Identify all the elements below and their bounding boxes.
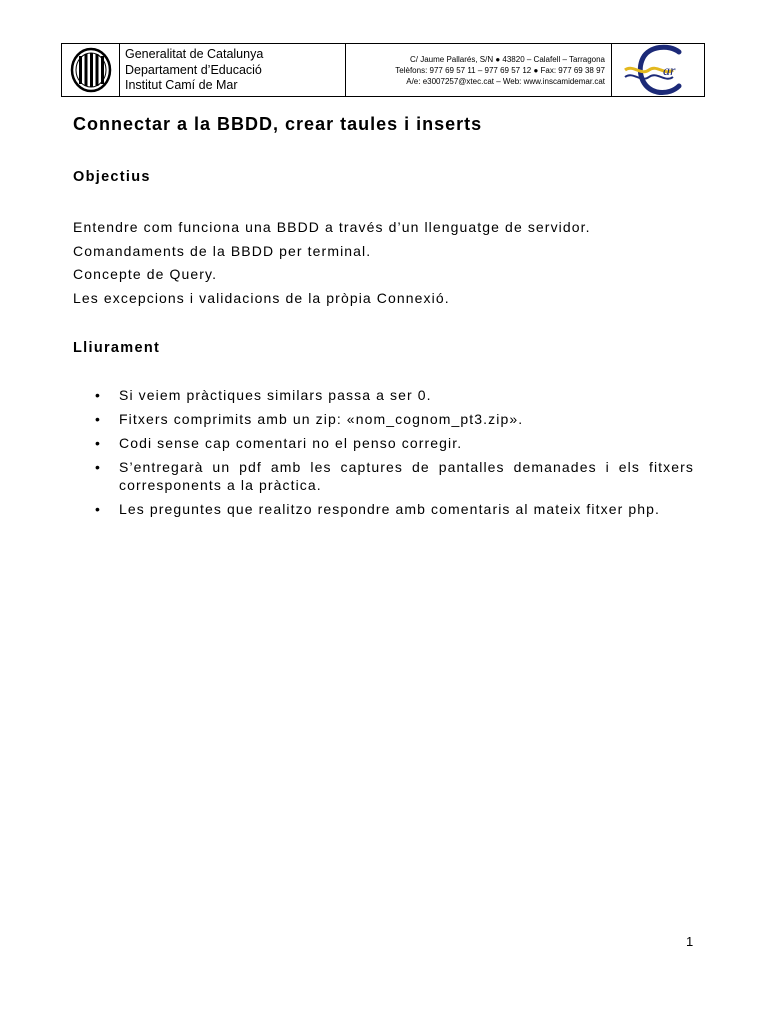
objectives-heading: Objectius (73, 169, 151, 185)
objective-line: Entendre com funciona una BBDD a través d’un llenguatge de servidor. (73, 219, 591, 235)
objectives-list (73, 216, 694, 310)
bullet: • (95, 459, 102, 475)
organization-block (120, 44, 346, 96)
org-line: Generalitat de Catalunya (125, 47, 264, 61)
bullet: • (95, 387, 102, 403)
objective-line: Les excepcions i validacions de la pròpia Connexió. (73, 289, 450, 306)
org-line: Institut Camí de Mar (125, 78, 238, 92)
list-item-text: Fitxers comprimits amb un zip: «nom_cognom_pt3.zip». (119, 411, 524, 427)
letterhead (61, 43, 705, 97)
list-item (73, 501, 694, 519)
contact-line: Telèfons: 977 69 57 11 – 977 69 57 12 ● Fax: 977 69 38 97 (395, 66, 605, 75)
list-item-text: S’entregarà un pdf amb les captures de pantalles demanades i els fitxers corresponents a la pràctica. (119, 459, 694, 493)
list-item-text: Les preguntes que realitzo respondre amb comentaris al mateix fitxer php. (119, 500, 660, 517)
org-line: Departament d’Educació (125, 62, 262, 77)
contact-line: A/e: e3007257@xtec.cat – Web: www.inscamidemar.cat (406, 77, 605, 86)
contact-block (346, 44, 612, 96)
bullet: • (95, 500, 102, 517)
bullet: • (95, 435, 102, 451)
list-item-text: Codi sense cap comentari no el penso corregir. (119, 435, 463, 451)
delivery-list (73, 387, 694, 525)
objective-line: Concepte de Query. (73, 266, 218, 283)
page-number: 1 (686, 934, 694, 949)
cami-de-mar-logo-icon (619, 44, 697, 96)
list-item (73, 411, 694, 429)
list-item (73, 435, 694, 453)
list-item-text: Si veiem pràctiques similars passa a ser 0. (119, 387, 432, 403)
generalitat-logo (62, 44, 120, 96)
contact-line: C/ Jaume Pallarés, S/N ● 43820 – Calafell – Tarragona (409, 55, 605, 64)
objective-line: Comandaments de la BBDD per terminal. (73, 242, 372, 259)
list-item (73, 387, 694, 405)
bullet: • (95, 411, 102, 427)
list-item (73, 459, 694, 494)
school-logo (612, 44, 704, 96)
delivery-heading: Lliurament (73, 340, 161, 356)
generalitat-coat-of-arms-icon (69, 47, 113, 93)
page-title: Connectar a la BBDD, crear taules i inserts (73, 114, 483, 134)
svg-text:ar: ar (663, 64, 676, 79)
